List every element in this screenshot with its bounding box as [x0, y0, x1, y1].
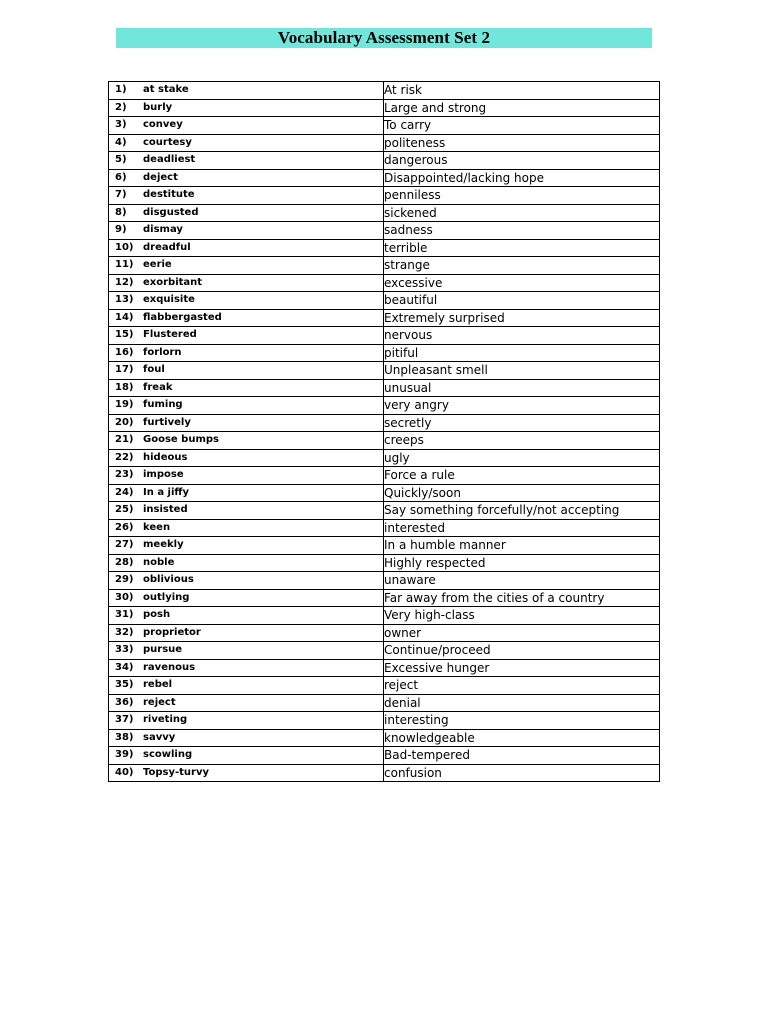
vocab-definition: interested	[384, 519, 660, 537]
term-cell	[109, 187, 384, 205]
vocab-definition: very angry	[384, 397, 660, 415]
row-number: 17)	[115, 364, 134, 376]
term-cell	[109, 414, 384, 432]
vocab-term: Flustered	[143, 329, 197, 341]
vocab-term: dreadful	[143, 241, 191, 253]
table-row	[109, 554, 660, 572]
vocab-term: fuming	[143, 399, 183, 411]
vocab-term: reject	[143, 696, 176, 708]
term-cell	[109, 484, 384, 502]
row-number: 2)	[115, 101, 127, 113]
table-row	[109, 414, 660, 432]
term-cell	[109, 274, 384, 292]
term-cell	[109, 344, 384, 362]
vocab-term: insisted	[143, 504, 188, 516]
table-row	[109, 502, 660, 520]
term-cell	[109, 519, 384, 537]
vocab-term: hideous	[143, 451, 188, 463]
vocab-term: at stake	[143, 84, 189, 96]
table-row	[109, 134, 660, 152]
term-cell	[109, 537, 384, 555]
vocab-definition: Say something forcefully/not accepting	[384, 502, 660, 520]
table-row	[109, 344, 660, 362]
row-number: 23)	[115, 469, 134, 481]
table-row	[109, 222, 660, 240]
vocab-term: convey	[143, 119, 183, 131]
row-number: 20)	[115, 416, 134, 428]
vocabulary-table	[108, 81, 660, 782]
vocab-term: exorbitant	[143, 276, 203, 288]
vocab-term: oblivious	[143, 574, 194, 586]
vocab-definition: owner	[384, 624, 660, 642]
table-row	[109, 572, 660, 590]
vocab-definition: Unpleasant smell	[384, 362, 660, 380]
row-number: 6)	[115, 171, 127, 183]
row-number: 34)	[115, 661, 134, 673]
vocab-term: savvy	[143, 731, 176, 743]
vocab-definition: Extremely surprised	[384, 309, 660, 327]
table-row	[109, 169, 660, 187]
term-cell	[109, 327, 384, 345]
table-row	[109, 694, 660, 712]
vocab-term: proprietor	[143, 626, 201, 638]
row-number: 24)	[115, 486, 134, 498]
term-cell	[109, 729, 384, 747]
title-bar	[116, 28, 652, 48]
row-number: 31)	[115, 609, 134, 621]
vocab-term: outlying	[143, 591, 190, 603]
vocab-term: posh	[143, 609, 171, 621]
term-cell	[109, 642, 384, 660]
vocab-definition: Disappointed/lacking hope	[384, 169, 660, 187]
vocab-definition: denial	[384, 694, 660, 712]
row-number: 28)	[115, 556, 134, 568]
term-cell	[109, 624, 384, 642]
row-number: 35)	[115, 679, 134, 691]
vocab-definition: In a humble manner	[384, 537, 660, 555]
table-row	[109, 747, 660, 765]
vocab-definition: confusion	[384, 764, 660, 782]
vocab-definition: nervous	[384, 327, 660, 345]
vocab-definition: pitiful	[384, 344, 660, 362]
row-number: 25)	[115, 504, 134, 516]
term-cell	[109, 607, 384, 625]
term-cell	[109, 99, 384, 117]
table-row	[109, 607, 660, 625]
table-row	[109, 257, 660, 275]
vocab-definition: interesting	[384, 712, 660, 730]
term-cell	[109, 117, 384, 135]
vocab-definition: politeness	[384, 134, 660, 152]
term-cell	[109, 169, 384, 187]
table-row	[109, 484, 660, 502]
row-number: 22)	[115, 451, 134, 463]
vocab-term: pursue	[143, 644, 183, 656]
vocab-term: courtesy	[143, 136, 192, 148]
table-row	[109, 467, 660, 485]
table-row	[109, 99, 660, 117]
vocab-term: deadliest	[143, 154, 196, 166]
row-number: 21)	[115, 434, 134, 446]
table-row	[109, 677, 660, 695]
table-row	[109, 327, 660, 345]
row-number: 8)	[115, 206, 127, 218]
table-row	[109, 152, 660, 170]
table-row	[109, 659, 660, 677]
vocab-definition: Far away from the cities of a country	[384, 589, 660, 607]
row-number: 39)	[115, 749, 134, 761]
table-row	[109, 274, 660, 292]
vocab-term: flabbergasted	[143, 311, 222, 323]
row-number: 13)	[115, 294, 134, 306]
vocab-definition: secretly	[384, 414, 660, 432]
vocab-definition: reject	[384, 677, 660, 695]
term-cell	[109, 659, 384, 677]
vocab-term: exquisite	[143, 294, 195, 306]
term-cell	[109, 134, 384, 152]
term-cell	[109, 554, 384, 572]
vocab-definition: Bad-tempered	[384, 747, 660, 765]
vocab-term: freak	[143, 381, 173, 393]
row-number: 19)	[115, 399, 134, 411]
table-row	[109, 379, 660, 397]
term-cell	[109, 432, 384, 450]
vocab-term: scowling	[143, 749, 193, 761]
row-number: 36)	[115, 696, 134, 708]
row-number: 10)	[115, 241, 134, 253]
term-cell	[109, 449, 384, 467]
table-row	[109, 292, 660, 310]
table-row	[109, 239, 660, 257]
vocab-term: Goose bumps	[143, 434, 219, 446]
table-row	[109, 309, 660, 327]
term-cell	[109, 239, 384, 257]
row-number: 16)	[115, 346, 134, 358]
row-number: 7)	[115, 189, 127, 201]
vocab-definition: sickened	[384, 204, 660, 222]
term-cell	[109, 204, 384, 222]
table-row	[109, 82, 660, 100]
table-row	[109, 764, 660, 782]
term-cell	[109, 379, 384, 397]
vocab-term: furtively	[143, 416, 191, 428]
vocab-definition: beautiful	[384, 292, 660, 310]
document-title: Vocabulary Assessment Set 2	[277, 28, 491, 47]
table-row	[109, 117, 660, 135]
vocab-term: impose	[143, 469, 184, 481]
vocab-definition: terrible	[384, 239, 660, 257]
vocab-definition: strange	[384, 257, 660, 275]
term-cell	[109, 222, 384, 240]
row-number: 38)	[115, 731, 134, 743]
vocab-definition: At risk	[384, 82, 660, 100]
table-row	[109, 204, 660, 222]
term-cell	[109, 572, 384, 590]
row-number: 32)	[115, 626, 134, 638]
vocab-definition: dangerous	[384, 152, 660, 170]
vocab-term: foul	[143, 364, 165, 376]
term-cell	[109, 589, 384, 607]
table-row	[109, 449, 660, 467]
vocab-definition: Quickly/soon	[384, 484, 660, 502]
row-number: 9)	[115, 224, 127, 236]
vocab-term: disgusted	[143, 206, 199, 218]
row-number: 12)	[115, 276, 134, 288]
table-row	[109, 589, 660, 607]
row-number: 15)	[115, 329, 134, 341]
row-number: 14)	[115, 311, 134, 323]
row-number: 1)	[115, 84, 127, 96]
term-cell	[109, 292, 384, 310]
term-cell	[109, 309, 384, 327]
table-row	[109, 362, 660, 380]
vocab-term: dismay	[143, 224, 183, 236]
table-row	[109, 624, 660, 642]
vocab-term: eerie	[143, 259, 172, 271]
table-row	[109, 397, 660, 415]
vocab-definition: Highly respected	[384, 554, 660, 572]
table-row	[109, 519, 660, 537]
vocab-definition: excessive	[384, 274, 660, 292]
vocab-definition: To carry	[384, 117, 660, 135]
vocab-definition: knowledgeable	[384, 729, 660, 747]
table-row	[109, 537, 660, 555]
term-cell	[109, 747, 384, 765]
row-number: 11)	[115, 259, 134, 271]
table-row	[109, 187, 660, 205]
vocab-term: rebel	[143, 679, 173, 691]
vocab-term: In a jiffy	[143, 486, 190, 498]
vocab-term: noble	[143, 556, 175, 568]
vocab-term: meekly	[143, 539, 184, 551]
term-cell	[109, 82, 384, 100]
vocab-term: burly	[143, 101, 173, 113]
table-row	[109, 729, 660, 747]
row-number: 40)	[115, 766, 134, 778]
term-cell	[109, 502, 384, 520]
table-row	[109, 432, 660, 450]
row-number: 27)	[115, 539, 134, 551]
vocab-term: riveting	[143, 714, 188, 726]
row-number: 26)	[115, 521, 134, 533]
term-cell	[109, 257, 384, 275]
term-cell	[109, 677, 384, 695]
term-cell	[109, 362, 384, 380]
vocab-term: destitute	[143, 189, 195, 201]
table-row	[109, 642, 660, 660]
vocab-definition: Force a rule	[384, 467, 660, 485]
term-cell	[109, 712, 384, 730]
row-number: 3)	[115, 119, 127, 131]
term-cell	[109, 152, 384, 170]
vocab-definition: Large and strong	[384, 99, 660, 117]
row-number: 4)	[115, 136, 127, 148]
vocab-definition: ugly	[384, 449, 660, 467]
vocab-definition: penniless	[384, 187, 660, 205]
vocab-definition: Excessive hunger	[384, 659, 660, 677]
row-number: 5)	[115, 154, 127, 166]
vocab-definition: creeps	[384, 432, 660, 450]
vocab-definition: unusual	[384, 379, 660, 397]
term-cell	[109, 694, 384, 712]
row-number: 29)	[115, 574, 134, 586]
vocab-term: deject	[143, 171, 178, 183]
table-row	[109, 712, 660, 730]
vocab-definition: sadness	[384, 222, 660, 240]
vocabulary-table-body	[109, 82, 660, 782]
vocab-term: ravenous	[143, 661, 196, 673]
vocab-definition: unaware	[384, 572, 660, 590]
term-cell	[109, 764, 384, 782]
vocab-term: keen	[143, 521, 171, 533]
vocab-term: forlorn	[143, 346, 182, 358]
row-number: 18)	[115, 381, 134, 393]
vocab-definition: Very high-class	[384, 607, 660, 625]
term-cell	[109, 397, 384, 415]
row-number: 30)	[115, 591, 134, 603]
row-number: 37)	[115, 714, 134, 726]
vocab-definition: Continue/proceed	[384, 642, 660, 660]
row-number: 33)	[115, 644, 134, 656]
term-cell	[109, 467, 384, 485]
vocab-term: Topsy-turvy	[143, 766, 210, 778]
